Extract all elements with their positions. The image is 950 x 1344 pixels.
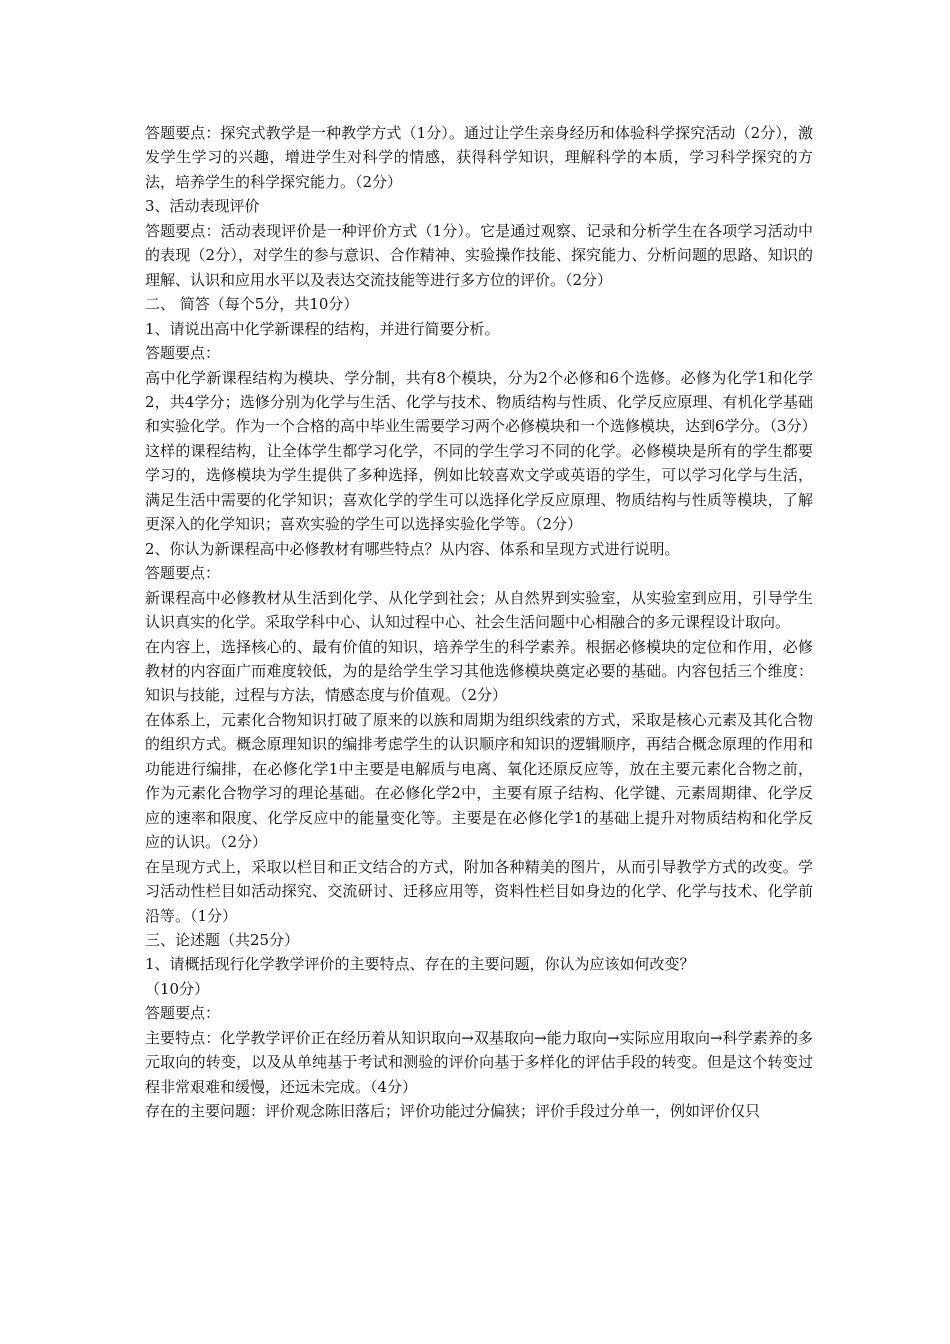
- answer-textbook-system: 在体系上，元素化合物知识打破了原来的以族和周期为组织线索的方式，采取是核心元素及其化合物的组织方式。概念原理知识的编排考虑学生的认识顺序和知识的逻辑顺序，再结合概念原理的作用和功能进行编排，在必修化学1中主要是电解质与电离、氧化还原反应等，放在主要元素化合物之前，作为元素化合物学习的理论基础。在必修化学2中，主要有原子结构、化学键、元素周期律、化学反应的速率和限度、化学反应中的能量变化等。主要是在必修化学1的基础上提升对物质结构和化学反应的认识。（2分）: [145, 710, 813, 852]
- answer-points-label: 答题要点：: [145, 344, 221, 363]
- section-heading-short-answer: 二、 简答（每个5分，共10分）: [145, 295, 359, 314]
- question-1-evaluation-features: 1、请概括现行化学教学评价的主要特点、存在的主要问题，你认为应该如何改变？: [145, 955, 695, 974]
- answer-curriculum-modules: 高中化学新课程结构为模块、学分制，共有8个模块，分为2个必修和6个选修。必修为化学1和化学2，共4学分；选修分别为化学与生活、化学与技术、物质结构与性质、化学反应原理、有机化学基础和实验化学。作为一个合格的高中毕业生需要学习两个必修模块和一个选修模块，达到6学分。（3分）: [145, 368, 817, 436]
- section-heading-essay: 三、论述题（共25分）: [145, 930, 300, 949]
- answer-curriculum-analysis: 这样的课程结构，让全体学生都学习化学，不同的学生学习不同的化学。必修模块是所有的学生都要学习的，选修模块为学生提供了多种选择，例如比较喜欢文学或英语的学生，可以学习化学与生活，满足生活中需要的化学知识；喜欢化学的学生可以选择化学反应原理、物质结构与性质等模块，了解更深入的化学知识；喜欢实验的学生可以选择实验化学等。（2分）: [145, 441, 813, 534]
- term-heading-activity-evaluation: 3、活动表现评价: [145, 197, 260, 216]
- question-2-textbook-features: 2、你认为新课程高中必修教材有哪些特点？从内容、体系和呈现方式进行说明。: [145, 539, 680, 558]
- answer-textbook-overview: 新课程高中必修教材从生活到化学、从化学到社会；从自然界到实验室，从实验室到应用，引导学生认识真实的化学。采取学科中心、认知过程中心、社会生活问题中心相融合的多元课程设计取向。: [145, 588, 813, 632]
- answer-main-features: 主要特点：化学教学评价正在经历着从知识取向→双基取向→能力取向→实际应用取向→科学素养的多元取向的转变，以及从单纯基于考试和测验的评价向基于多样化的评估手段的转变。但是这个转变过程非常艰难和缓慢，还远未完成。（4分）: [145, 1028, 813, 1096]
- answer-points-label: 答题要点：: [145, 1004, 221, 1023]
- question-score: （10分）: [145, 979, 210, 998]
- answer-main-problems: 存在的主要问题：评价观念陈旧落后；评价功能过分偏狭；评价手段过分单一，例如评价仅只: [145, 1102, 761, 1121]
- answer-point-activity-evaluation: 答题要点：活动表现评价是一种评价方式（1分）。它是通过观察、记录和分析学生在各项学习活动中的表现（2分），对学生的参与意识、合作精神、实验操作技能、探究能力、分析问题的思路、知识的理解、认识和应用水平以及表达交流技能等进行多方位的评价。（2分）: [145, 221, 813, 289]
- answer-textbook-content: 在内容上，选择核心的、最有价值的知识，培养学生的科学素养。根据必修模块的定位和作用，必修教材的内容面广而难度较低，为的是给学生学习其他选修模块奠定必要的基础。内容包括三个维度：知识与技能，过程与方法，情感态度与价值观。（2分）: [145, 637, 813, 705]
- question-1-curriculum-structure: 1、请说出高中化学新课程的结构，并进行简要分析。: [145, 319, 500, 338]
- answer-points-label: 答题要点：: [145, 564, 221, 583]
- answer-point-inquiry-teaching: 答题要点：探究式教学是一种教学方式（1分）。通过让学生亲身经历和体验科学探究活动（2分），激发学生学习的兴趣，增进学生对科学的情感，获得科学知识，理解科学的本质，学习科学探究的方法，培养学生的科学探究能力。（2分）: [145, 124, 813, 191]
- answer-textbook-presentation: 在呈现方式上，采取以栏目和正文结合的方式，附加各种精美的图片，从而引导教学方式的改变。学习活动性栏目如活动探究、交流研讨、迁移应用等，资料性栏目如身边的化学、化学与技术、化学前沿等。（1分）: [145, 857, 813, 925]
- document-body: [145, 121, 817, 1124]
